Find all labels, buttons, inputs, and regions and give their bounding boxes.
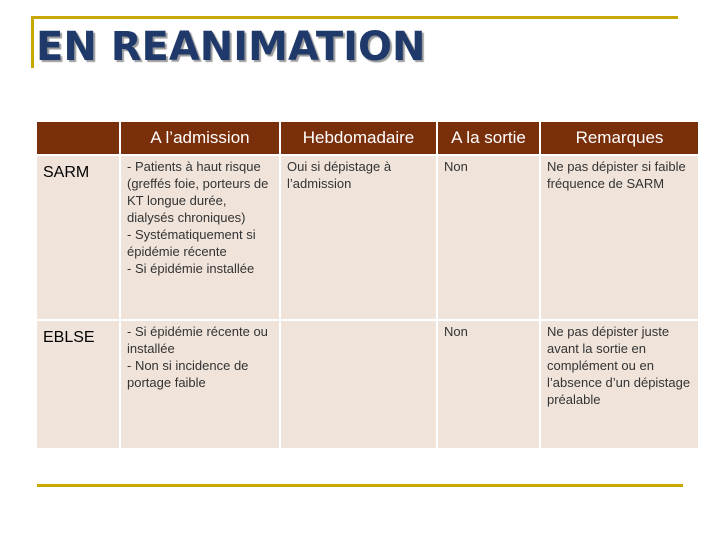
cell-eblse-remarques: Ne pas dépister juste avant la sortie en complément ou en l’absence d’un dépistage préalable	[540, 320, 699, 449]
cell-eblse-admission: - Si épidémie récente ou installée - Non si incidence de portage faible	[120, 320, 280, 449]
cell-sarm-admission: - Patients à haut risque (greffés foie, porteurs de KT longue durée, dialysés chroniques) - Systématiquement si épidémie récente - Si épidémie installée	[120, 155, 280, 320]
header-remarques: Remarques	[540, 122, 699, 155]
cell-eblse-hebdomadaire	[280, 320, 437, 449]
table-row-sarm	[37, 155, 699, 320]
row-label-eblse: EBLSE	[37, 320, 120, 449]
left-decorative-rule	[31, 16, 34, 68]
header-admission: A l’admission	[120, 122, 280, 155]
cell-sarm-remarques: Ne pas dépister si faible fréquence de SARM	[540, 155, 699, 320]
cell-sarm-hebdomadaire: Oui si dépistage à l’admission	[280, 155, 437, 320]
header-sortie: A la sortie	[437, 122, 540, 155]
slide-title: EN REANIMATION	[36, 24, 426, 70]
cell-sarm-sortie: Non	[437, 155, 540, 320]
cell-eblse-sortie: Non	[437, 320, 540, 449]
row-label-sarm: SARM	[37, 155, 120, 320]
screening-table	[37, 122, 700, 450]
table-header-row	[37, 122, 699, 155]
header-hebdomadaire: Hebdomadaire	[280, 122, 437, 155]
top-decorative-rule	[31, 16, 678, 19]
table-row-eblse	[37, 320, 699, 449]
header-empty	[37, 122, 120, 155]
bottom-decorative-rule	[37, 484, 683, 487]
